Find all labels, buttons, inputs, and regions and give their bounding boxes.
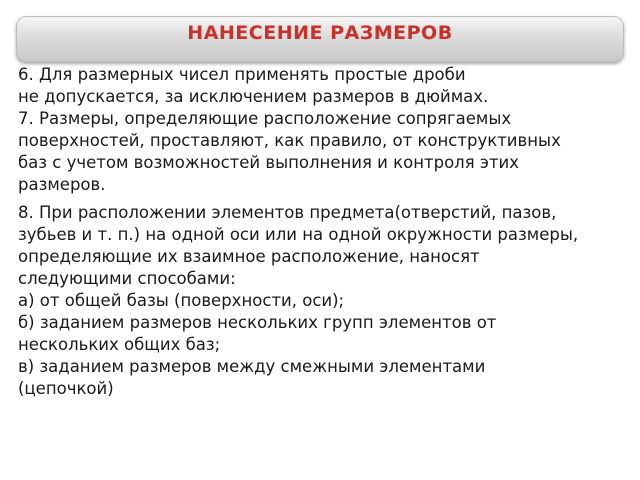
- paragraph-7: [18, 108, 640, 196]
- text-line: следующими способами:: [18, 269, 236, 288]
- text-line: поверхностей, проставляют, как правило, от конструктивных: [18, 131, 561, 150]
- text-line: 8. При расположении элементов предмета(отверстий, пазов,: [18, 203, 557, 222]
- list-item-a: а) от общей базы (поверхности, оси);: [18, 291, 345, 310]
- text-line: не допускается, за исключением размеров в дюймах.: [18, 87, 489, 106]
- list-item-b: б) заданием размеров нескольких групп элементов от: [18, 313, 497, 332]
- text-line: 6. Для размерных чисел применять простые дроби: [18, 65, 466, 84]
- slide-body: [18, 64, 640, 400]
- text-line: баз с учетом возможностей выполнения и контроля этих: [18, 153, 520, 172]
- list-item-c-cont: (цепочкой): [18, 379, 114, 398]
- slide-title: НАНЕСЕНИЕ РАЗМЕРОВ: [187, 22, 453, 44]
- text-line: зубьев и т. п.) на одной оси или на одной окружности размеры,: [18, 225, 579, 244]
- list-item-c: в) заданием размеров между смежными элементами: [18, 357, 486, 376]
- text-line: размеров.: [18, 175, 106, 194]
- paragraph-6: [18, 64, 640, 108]
- text-line: 7. Размеры, определяющие расположение сопрягаемых: [18, 109, 512, 128]
- list-item-b-cont: нескольких общих баз;: [18, 335, 221, 354]
- text-line: определяющие их взаимное расположение, наносят: [18, 247, 480, 266]
- paragraph-8: [18, 202, 640, 400]
